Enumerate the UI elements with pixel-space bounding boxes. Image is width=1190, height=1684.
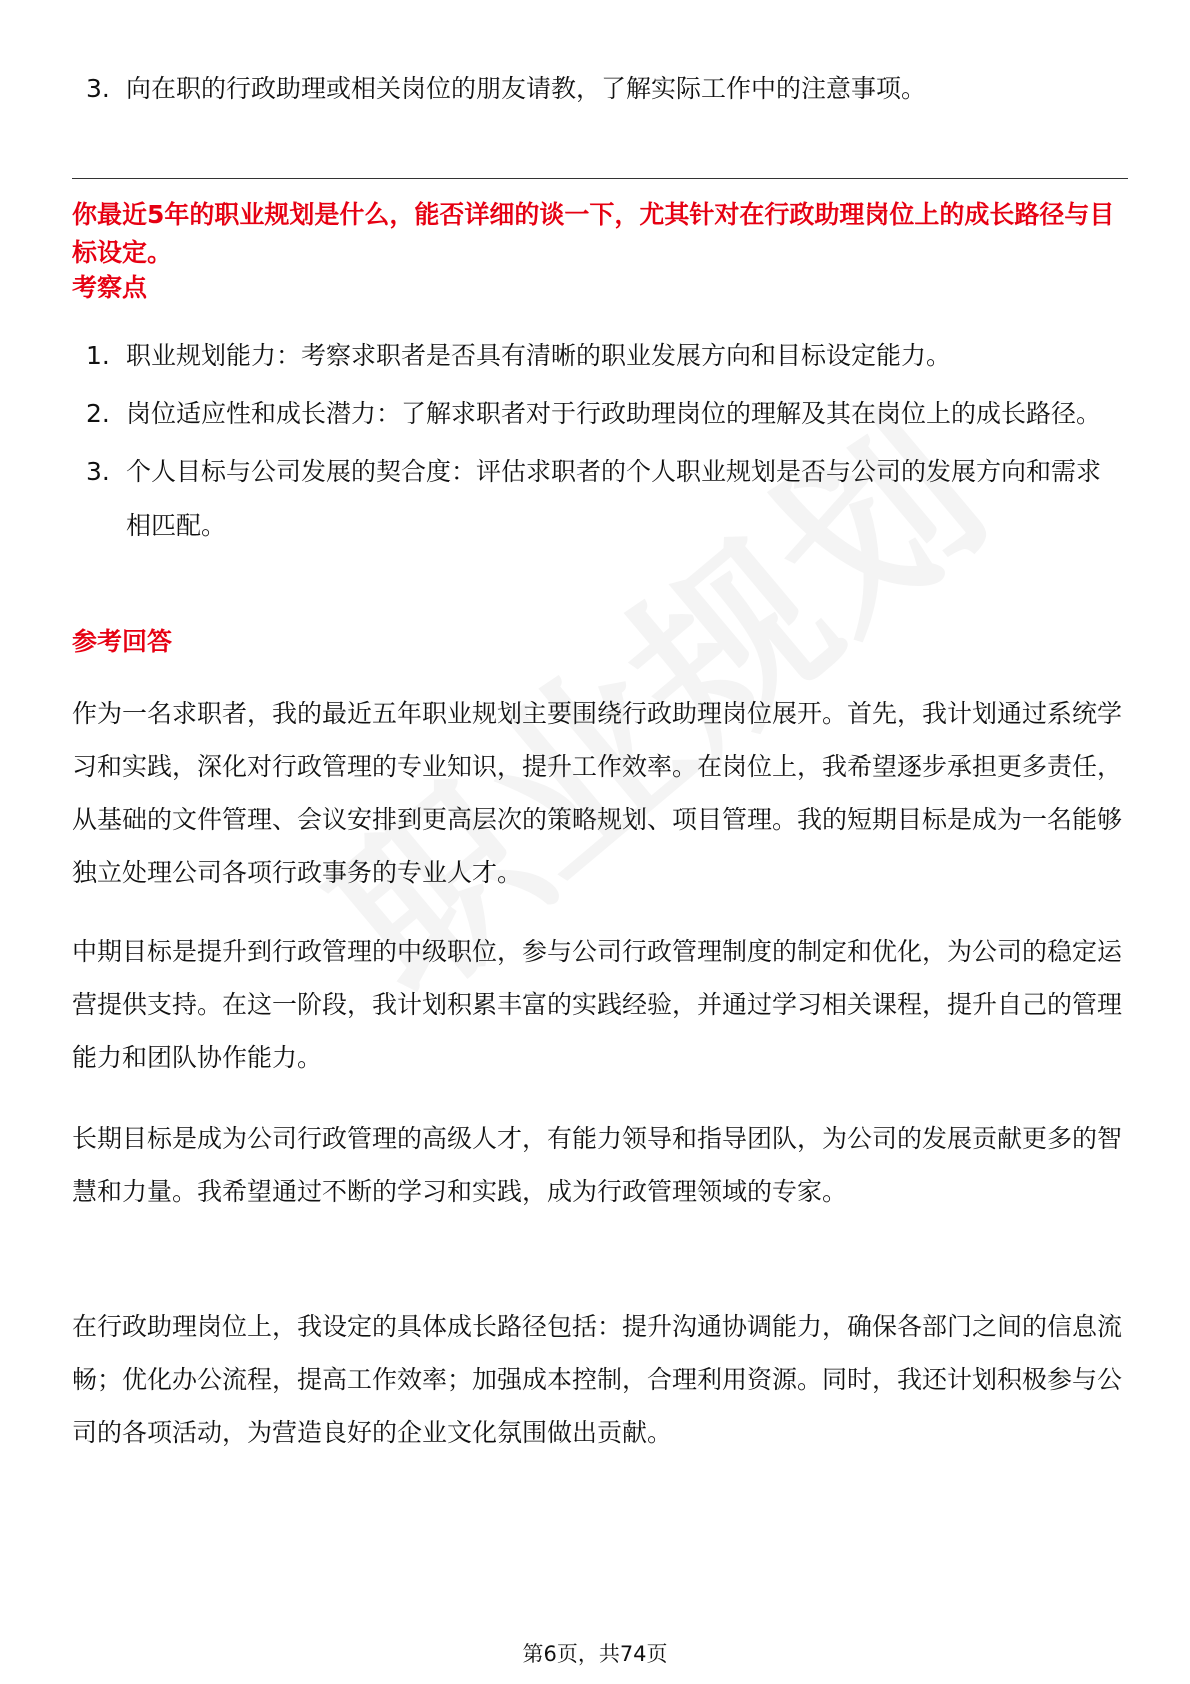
list-item [86, 445, 1116, 553]
answer-paragraph: 中期目标是提升到行政管理的中级职位，参与公司行政管理制度的制定和优化，为公司的稳定运营提供支持。在这一阶段，我计划积累丰富的实践经验，并通过学习相关课程，提升自己的管理能力和团队协作能力。 [72, 937, 1123, 1072]
answer-heading: 参考回答 [72, 627, 173, 656]
list-item [86, 387, 1116, 441]
answer-paragraph: 在行政助理岗位上，我设定的具体成长路径包括：提升沟通协调能力，确保各部门之间的信息流畅；优化办公流程，提高工作效率；加强成本控制，合理利用资源。同时，我还计划积极参与公司的各项活动，为营造良好的企业文化氛围做出贡献。 [72, 1312, 1123, 1447]
list-item-text: 个人目标与公司发展的契合度：评估求职者的个人职业规划是否与公司的发展方向和需求相匹配。 [126, 457, 1102, 540]
divider [72, 178, 1128, 179]
list-item [86, 329, 1116, 383]
answer-paragraph: 作为一名求职者，我的最近五年职业规划主要围绕行政助理岗位展开。首先，我计划通过系统学习和实践，深化对行政管理的专业知识，提升工作效率。在岗位上，我希望逐步承担更多责任，从基础的文件管理、会议安排到更高层次的策略规划、项目管理。我的短期目标是成为一名能够独立处理公司各项行政事务的专业人才。 [72, 699, 1123, 887]
list-item-number: 3. [86, 457, 110, 486]
page-footer: 第6页，共74页 [522, 1642, 668, 1666]
list-item [86, 62, 1116, 116]
question-title: 你最近5年的职业规划是什么，能否详细的谈一下，尤其针对在行政助理岗位上的成长路径与目标设定。 [72, 200, 1115, 267]
list-item-number: 3. [86, 74, 110, 103]
answer-paragraph: 长期目标是成为公司行政管理的高级人才，有能力领导和指导团队，为公司的发展贡献更多的智慧和力量。我希望通过不断的学习和实践，成为行政管理领域的专家。 [72, 1124, 1123, 1206]
list-item-number: 1. [86, 341, 110, 370]
list-item-text: 岗位适应性和成长潜力：了解求职者对于行政助理岗位的理解及其在岗位上的成长路径。 [126, 399, 1102, 428]
list-item-number: 2. [86, 399, 110, 428]
list-item-text: 职业规划能力：考察求职者是否具有清晰的职业发展方向和目标设定能力。 [126, 341, 952, 370]
list-item-text: 向在职的行政助理或相关岗位的朋友请教，了解实际工作中的注意事项。 [126, 74, 927, 103]
previous-list [86, 62, 1116, 116]
exam-points-list [86, 329, 1116, 553]
exam-points-heading: 考察点 [72, 273, 148, 302]
